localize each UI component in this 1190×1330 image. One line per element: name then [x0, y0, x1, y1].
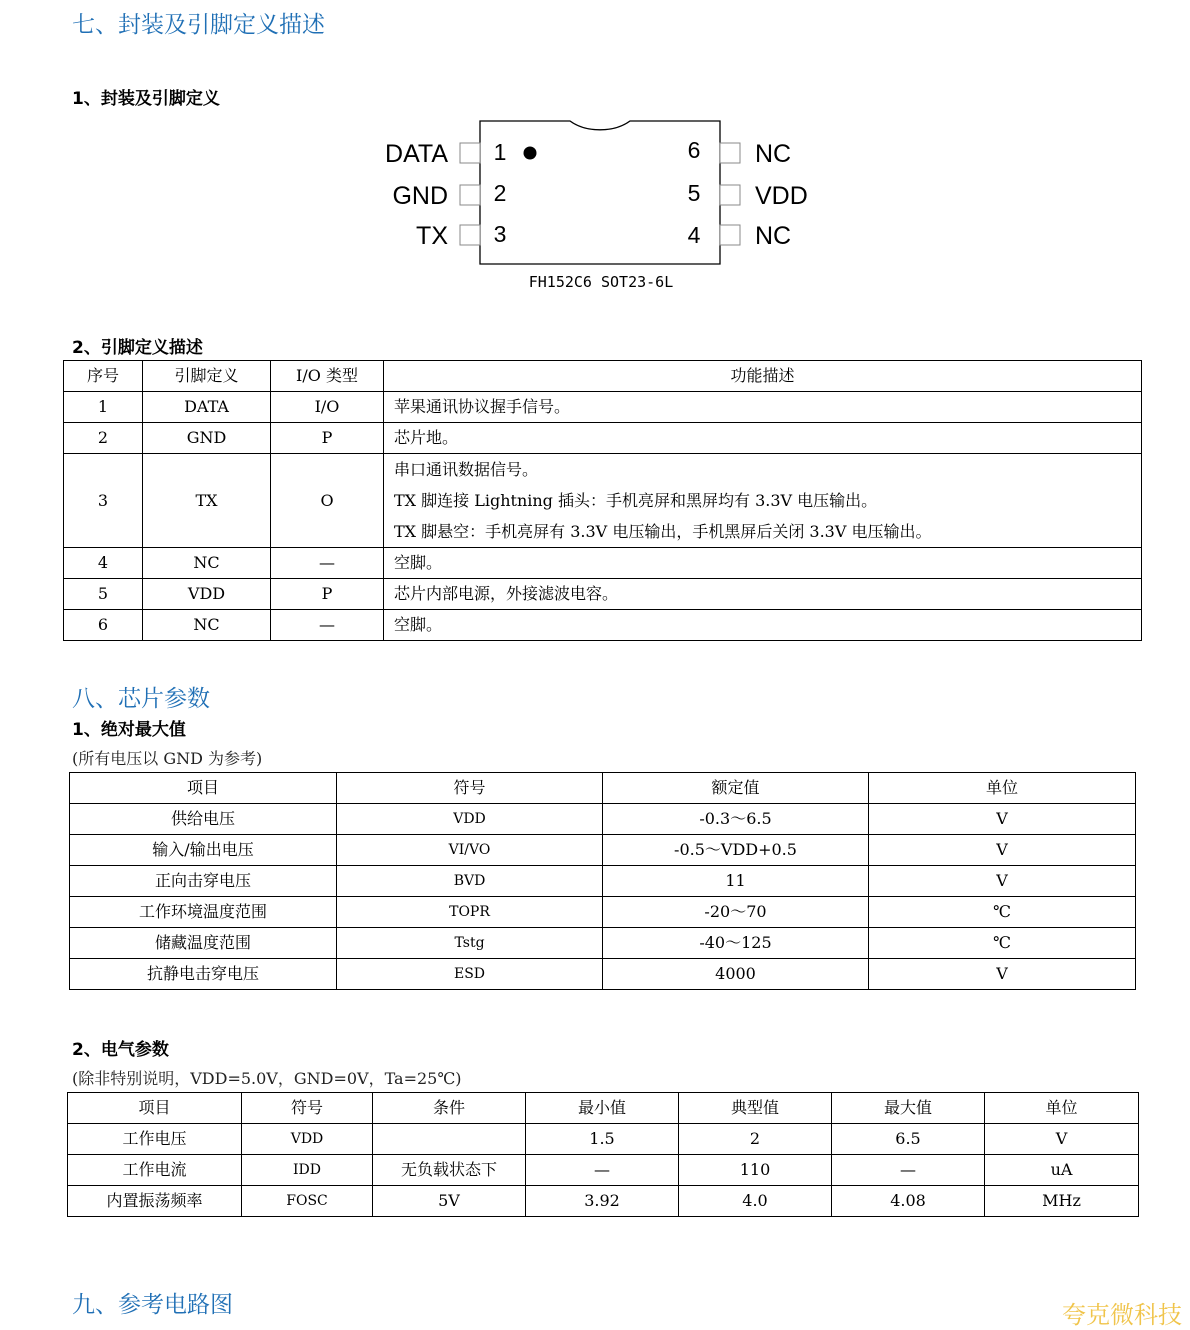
- abs-max-note: (所有电压以 GND 为参考): [72, 749, 263, 768]
- table-cell: 典型值: [679, 1093, 832, 1124]
- table-cell: 4000: [603, 959, 869, 990]
- table-cell: 内置振荡频率: [68, 1186, 242, 1217]
- header-cell: 功能描述: [384, 361, 1142, 392]
- table-cell: 项目: [70, 773, 337, 804]
- table-cell: —: [526, 1155, 679, 1186]
- table-cell: BVD: [337, 866, 603, 897]
- pin-number-6: 6: [687, 137, 701, 163]
- table-cell: —: [271, 610, 384, 641]
- table-cell: 空脚。: [384, 548, 1142, 579]
- table-cell: GND: [143, 423, 271, 454]
- section-title-nine: 九、参考电路图: [72, 1292, 233, 1318]
- table-cell: O: [271, 454, 384, 548]
- table-cell: 无负载状态下: [373, 1155, 526, 1186]
- pin-number-3: 3: [493, 221, 507, 247]
- table-cell: V: [869, 804, 1136, 835]
- table-cell: 1.5: [526, 1124, 679, 1155]
- table-header-row: [68, 1093, 1139, 1124]
- pin-stub-5: [720, 185, 740, 205]
- table-cell: -20～70: [603, 897, 869, 928]
- table-cell: [373, 1124, 526, 1155]
- table-row: [70, 835, 1136, 866]
- table-cell: 芯片内部电源，外接滤波电容。: [384, 579, 1142, 610]
- table-cell: —: [271, 548, 384, 579]
- table-cell: 3.92: [526, 1186, 679, 1217]
- table-cell: uA: [985, 1155, 1139, 1186]
- watermark-text: 夸克微科技: [1062, 1301, 1182, 1329]
- header-cell: 序号: [64, 361, 143, 392]
- table-cell: 符号: [242, 1093, 373, 1124]
- pin-name-6: NC: [755, 140, 792, 168]
- table-cell: V: [869, 835, 1136, 866]
- table-cell: ℃: [869, 897, 1136, 928]
- table-cell: 4.0: [679, 1186, 832, 1217]
- table-row: [70, 897, 1136, 928]
- table-cell: 4: [64, 548, 143, 579]
- table-row: [70, 866, 1136, 897]
- table-cell: P: [271, 423, 384, 454]
- table-cell: P: [271, 579, 384, 610]
- table-row: [68, 1155, 1139, 1186]
- table-cell: 芯片地。: [384, 423, 1142, 454]
- table-row: [68, 1186, 1139, 1217]
- table-cell: TX: [143, 454, 271, 548]
- table-cell: 单位: [985, 1093, 1139, 1124]
- chip-body: [480, 121, 720, 264]
- table-row: [68, 1124, 1139, 1155]
- table-cell: ℃: [869, 928, 1136, 959]
- table-cell: 供给电压: [70, 804, 337, 835]
- pin-name-3: TX: [416, 222, 448, 250]
- table-header-row: [70, 773, 1136, 804]
- table-cell: 工作电压: [68, 1124, 242, 1155]
- table-cell: FOSC: [242, 1186, 373, 1217]
- table-cell: VI/VO: [337, 835, 603, 866]
- pin-stub-3: [460, 225, 480, 245]
- table-row: [64, 548, 1142, 579]
- pin-definition-table: [63, 360, 1142, 641]
- pin-name-1: DATA: [385, 140, 448, 168]
- table-cell: IDD: [242, 1155, 373, 1186]
- table-cell: 工作环境温度范围: [70, 897, 337, 928]
- table-cell: 项目: [68, 1093, 242, 1124]
- pin-name-4: NC: [755, 222, 792, 250]
- table-row: [70, 959, 1136, 990]
- table-header-row: [64, 361, 1142, 392]
- package-caption: FH152C6 SOT23-6L: [528, 273, 674, 291]
- pin-number-1: 1: [493, 139, 507, 165]
- subsection-title-pin-desc: 2、引脚定义描述: [72, 338, 203, 358]
- table-cell: NC: [143, 610, 271, 641]
- table-cell: 正向击穿电压: [70, 866, 337, 897]
- table-cell: 额定值: [603, 773, 869, 804]
- table-cell: 110: [679, 1155, 832, 1186]
- pin-stub-4: [720, 225, 740, 245]
- electrical-table: [67, 1092, 1139, 1217]
- table-cell: 输入/输出电压: [70, 835, 337, 866]
- subsection-title-abs-max: 1、绝对最大值: [72, 720, 186, 740]
- table-cell: 11: [603, 866, 869, 897]
- section-title-seven: 七、封装及引脚定义描述: [72, 12, 325, 38]
- pin-number-4: 4: [687, 222, 701, 248]
- pin1-marker-dot: [524, 147, 537, 160]
- table-cell: 空脚。: [384, 610, 1142, 641]
- table-cell: 5V: [373, 1186, 526, 1217]
- table-cell: 工作电流: [68, 1155, 242, 1186]
- table-cell: VDD: [337, 804, 603, 835]
- pin-stub-6: [720, 143, 740, 163]
- table-cell: -0.3～6.5: [603, 804, 869, 835]
- table-row: [70, 928, 1136, 959]
- table-cell: VDD: [242, 1124, 373, 1155]
- table-cell: VDD: [143, 579, 271, 610]
- table-row: [70, 804, 1136, 835]
- table-cell: 2: [64, 423, 143, 454]
- table-cell: V: [869, 866, 1136, 897]
- table-cell: DATA: [143, 392, 271, 423]
- header-cell: I/O 类型: [271, 361, 384, 392]
- table-cell: 条件: [373, 1093, 526, 1124]
- subsection-title-package: 1、封装及引脚定义: [72, 89, 220, 109]
- table-cell: -40～125: [603, 928, 869, 959]
- pin-name-2: GND: [392, 182, 448, 210]
- table-cell: -0.5～VDD+0.5: [603, 835, 869, 866]
- table-row: [64, 454, 1142, 548]
- table-cell: 6: [64, 610, 143, 641]
- table-cell: —: [832, 1155, 985, 1186]
- table-cell: ESD: [337, 959, 603, 990]
- table-row: [64, 392, 1142, 423]
- table-cell: 串口通讯数据信号。 TX 脚连接 Lightning 插头：手机亮屏和黑屏均有 3.3V 电压输出。 TX 脚悬空：手机亮屏有 3.3V 电压输出，手机黑屏后关闭 3.3V 电压输出。: [384, 454, 1142, 548]
- table-cell: 储藏温度范围: [70, 928, 337, 959]
- pin-stub-2: [460, 185, 480, 205]
- table-cell: TOPR: [337, 897, 603, 928]
- table-cell: MHz: [985, 1186, 1139, 1217]
- pin-name-5: VDD: [755, 182, 808, 210]
- table-cell: 2: [679, 1124, 832, 1155]
- table-cell: V: [985, 1124, 1139, 1155]
- section-title-eight: 八、芯片参数: [72, 686, 210, 712]
- table-cell: Tstg: [337, 928, 603, 959]
- table-cell: 最大值: [832, 1093, 985, 1124]
- header-cell: 引脚定义: [143, 361, 271, 392]
- table-cell: 最小值: [526, 1093, 679, 1124]
- table-cell: V: [869, 959, 1136, 990]
- table-cell: 5: [64, 579, 143, 610]
- table-cell: 抗静电击穿电压: [70, 959, 337, 990]
- pin-number-5: 5: [687, 180, 701, 206]
- table-cell: 符号: [337, 773, 603, 804]
- table-row: [64, 610, 1142, 641]
- table-cell: 1: [64, 392, 143, 423]
- subsection-title-electrical: 2、电气参数: [72, 1040, 169, 1060]
- table-cell: 6.5: [832, 1124, 985, 1155]
- table-cell: 单位: [869, 773, 1136, 804]
- table-cell: 4.08: [832, 1186, 985, 1217]
- pin-number-2: 2: [493, 180, 507, 206]
- pin-stub-1: [460, 143, 480, 163]
- table-row: [64, 579, 1142, 610]
- package-diagram: [360, 112, 840, 297]
- table-cell: 3: [64, 454, 143, 548]
- table-cell: 苹果通讯协议握手信号。: [384, 392, 1142, 423]
- electrical-note: (除非特别说明，VDD=5.0V，GND=0V，Ta=25℃): [72, 1069, 462, 1088]
- table-row: [64, 423, 1142, 454]
- table-cell: NC: [143, 548, 271, 579]
- abs-max-table: [69, 772, 1136, 990]
- table-cell: I/O: [271, 392, 384, 423]
